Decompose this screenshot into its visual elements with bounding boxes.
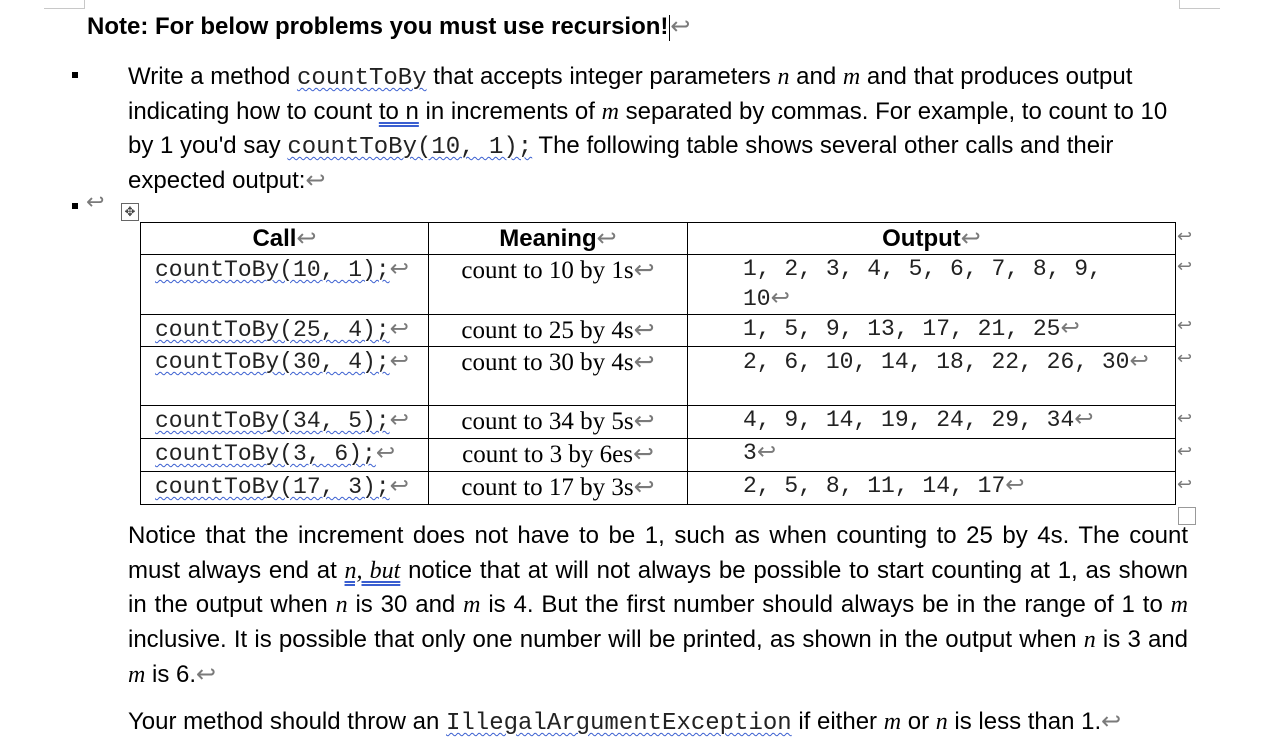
row-end-mark-icon: ↩ (1177, 474, 1193, 495)
output-cell: 2, 6, 10, 14, 18, 22, 26, 30 (743, 349, 1130, 375)
meaning-cell: count to 25 by 4s (461, 317, 634, 344)
exception-paragraph: Your method should throw an IllegalArgumentException if either m or n is less than 1.↩ (128, 707, 1122, 737)
paragraph-mark-icon: ↩ (1101, 707, 1122, 735)
header-call: Call↩ (141, 223, 429, 255)
row-end-mark-icon: ↩ (1177, 348, 1193, 369)
page-corner-mark-right (1179, 0, 1220, 9)
method-name: countToBy (296, 65, 427, 92)
row-end-mark-icon: ↩ (1177, 315, 1193, 336)
calls-table (140, 222, 1176, 505)
table-row: countToBy(34, 5);↩ count to 34 by 5s↩ 4, 9, 14, 19, 24, 29, 34↩ (141, 406, 1176, 439)
header-output: Output↩ (688, 223, 1176, 255)
call-cell: countToBy(34, 5); (155, 408, 390, 434)
example-call: countToBy(10, 1); (287, 134, 533, 161)
output-cell: 2, 5, 8, 11, 14, 17 (743, 473, 1006, 499)
to-n-phrase: to n (378, 98, 419, 125)
paragraph-mark-icon: ↩ (196, 660, 217, 688)
table-row: countToBy(3, 6);↩ count to 3 by 6es↩ 3↩ (141, 439, 1176, 472)
table-move-handle-icon[interactable]: ✥ (121, 203, 139, 221)
meaning-cell: count to 34 by 5s (461, 408, 634, 435)
meaning-cell: count to 10 by 1s (461, 257, 634, 284)
page-corner-mark-left (44, 0, 85, 9)
call-cell: countToBy(3, 6); (155, 441, 376, 467)
row-end-mark-icon: ↩ (1177, 256, 1193, 277)
problem-description-paragraph: Write a method countToBy that accepts integer parameters n and m and that produces output indicating how to count to n in increments of m separated by commas. For example, to count to 10 by 1 you'd say countToBy(10, 1); The following table shows several other calls and their expected output:↩ (128, 63, 1168, 194)
table-header-row (141, 223, 1176, 255)
table-row: countToBy(25, 4);↩ count to 25 by 4s↩ 1, 5, 9, 13, 17, 21, 25↩ (141, 315, 1176, 347)
header-meaning: Meaning↩ (429, 223, 688, 255)
output-cell: 3 (743, 440, 757, 466)
table-row: countToBy(10, 1);↩ count to 10 by 1s↩ 1, 2, 3, 4, 5, 6, 7, 8, 9, 10↩ (141, 255, 1176, 315)
paragraph-mark-icon: ↩ (670, 12, 691, 40)
note-heading: Note: For below problems you must use recursion!↩ (87, 12, 691, 40)
n-but-phrase: n, but (344, 557, 401, 584)
row-end-mark-icon: ↩ (1177, 226, 1193, 247)
row-end-mark-icon: ↩ (1177, 441, 1193, 462)
call-cell: countToBy(10, 1); (155, 257, 390, 283)
paragraph-mark-icon: ↩ (305, 166, 326, 194)
bullet-icon (72, 72, 78, 78)
call-cell: countToBy(25, 4); (155, 317, 390, 343)
output-cell: 1, 5, 9, 13, 17, 21, 25 (743, 316, 1061, 342)
row-end-mark-icon: ↩ (1177, 408, 1193, 429)
table-row: countToBy(17, 3);↩ count to 17 by 3s↩ 2, 5, 8, 11, 14, 17↩ (141, 472, 1176, 505)
call-cell: countToBy(30, 4); (155, 349, 390, 375)
output-cell: 4, 9, 14, 19, 24, 29, 34 (743, 407, 1075, 433)
meaning-cell: count to 3 by 6es (462, 441, 633, 468)
meaning-cell: count to 30 by 4s (461, 349, 634, 376)
exception-name: IllegalArgumentException (446, 710, 792, 737)
call-cell: countToBy(17, 3); (155, 474, 390, 500)
output-cell: 1, 2, 3, 4, 5, 6, 7, 8, 9, 10 (743, 256, 1102, 312)
paragraph-mark-icon: ↩ (86, 190, 105, 215)
table-row: countToBy(30, 4);↩ count to 30 by 4s↩ 2, 6, 10, 14, 18, 22, 26, 30↩ (141, 347, 1176, 406)
meaning-cell: count to 17 by 3s (461, 474, 634, 501)
notice-paragraph: Notice that the increment does not have to be 1, such as when counting to 25 by 4s. The count must always end at n, but notice that at will not always be possible to start counting at 1, as shown in the output when n is 30 and m is 4. But the first number should always be in the range of 1 to m inclusive. It is possible that only one number will be printed, as shown in the output when n is 3 and m is 6.↩ (128, 522, 1189, 688)
bullet-icon (72, 203, 78, 209)
